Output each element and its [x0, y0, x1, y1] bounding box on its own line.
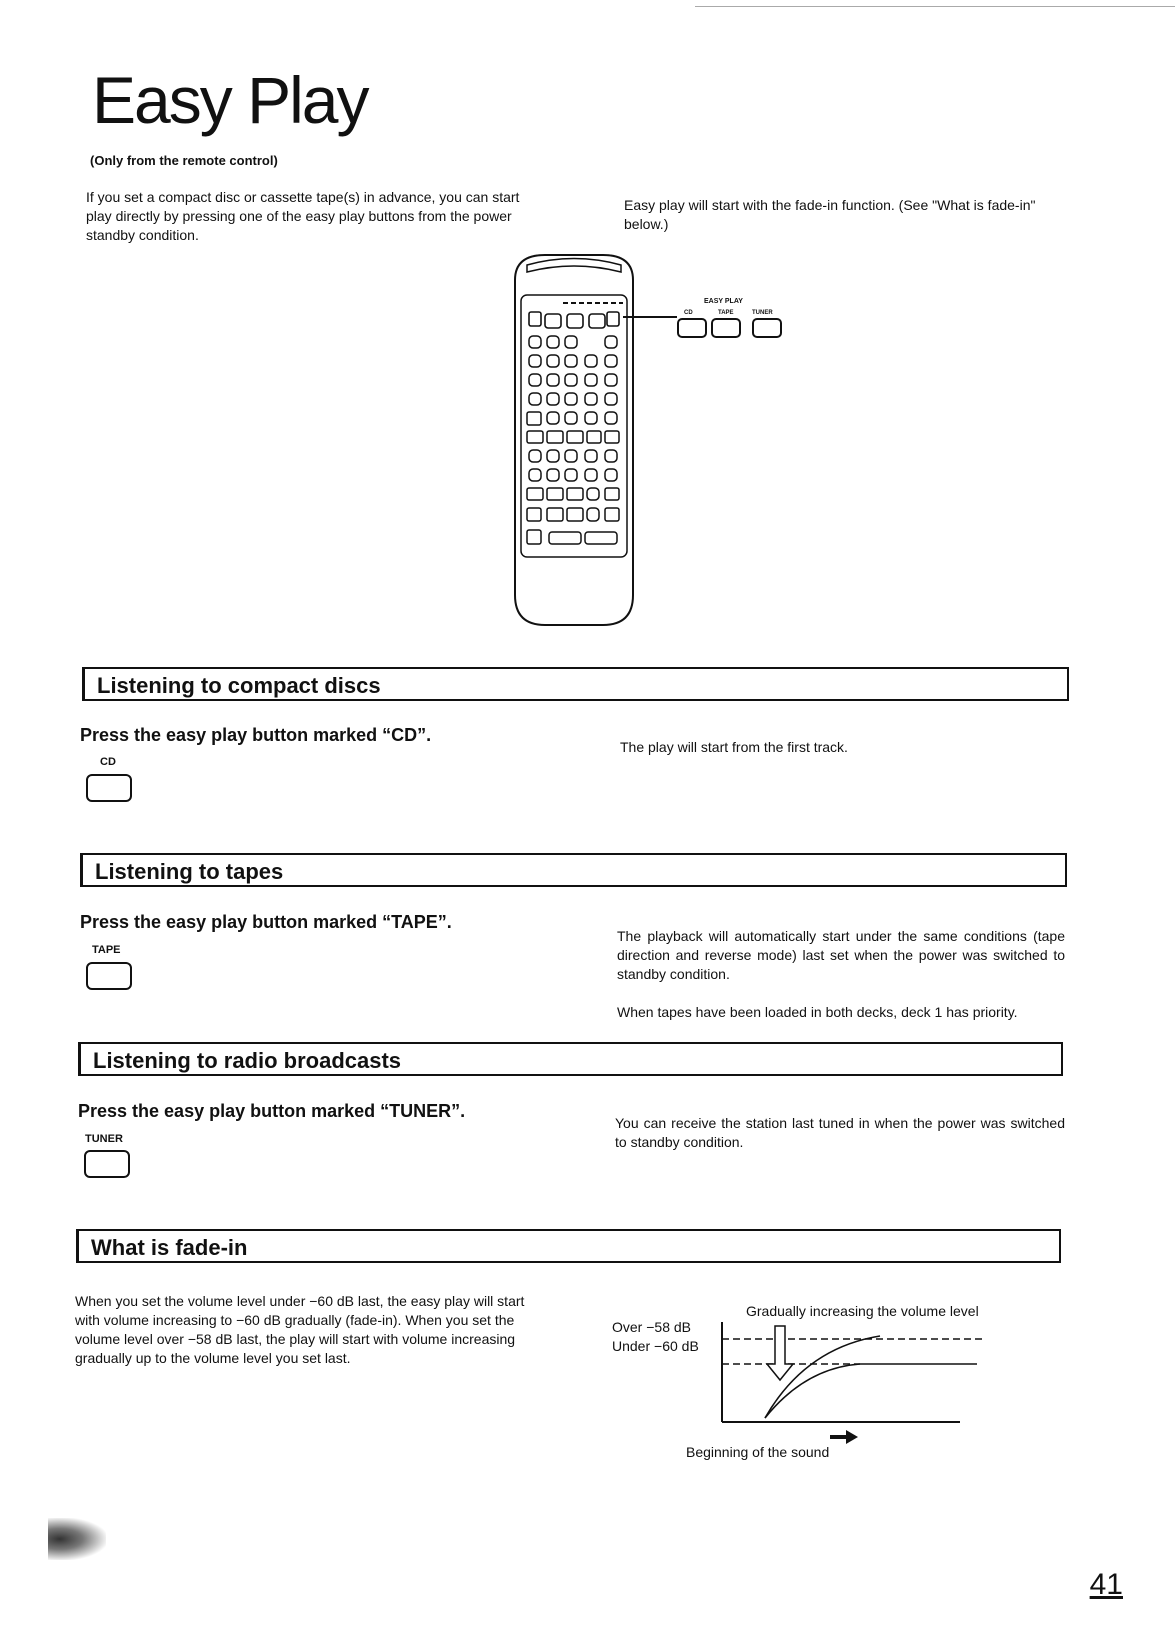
diagram-label-over: Over −58 dB	[612, 1319, 691, 1335]
fade-in-explanation: When you set the volume level under −60 dB last, the easy play will start with volume increasing to −60 dB gradually (fade-in). When you set the volume level over −58 dB last, the play will start with volume increasing gradually up to the volume level you set last.	[75, 1293, 525, 1366]
callout-label-tuner: TUNER	[752, 310, 773, 316]
top-rule	[695, 6, 1175, 7]
callout-tuner-button	[752, 318, 782, 338]
section-heading-cd: Listening to compact discs	[97, 673, 381, 698]
section-header-cd	[82, 667, 1069, 701]
page-number: 41	[1089, 1568, 1123, 1601]
tape-easy-play-button-icon	[86, 962, 132, 990]
section-header-tuner	[78, 1042, 1063, 1076]
tape-note-1: The playback will automatically start under the same conditions (tape direction and reverse mode) last set when the power was switched to standby condition.	[617, 928, 1065, 982]
section-heading-tape: Listening to tapes	[95, 859, 284, 884]
diagram-label-under: Under −60 dB	[612, 1338, 699, 1354]
easy-play-callout-heading: EASY PLAY	[704, 298, 743, 305]
tuner-button-label: TUNER	[85, 1133, 123, 1145]
tuner-instruction: Press the easy play button marked “TUNER”.	[78, 1101, 466, 1121]
callout-cd-button	[677, 318, 707, 338]
tape-note-2: When tapes have been loaded in both decks, deck 1 has priority.	[617, 1004, 1018, 1020]
callout-tape-button	[711, 318, 741, 338]
section-header-tape	[80, 853, 1067, 887]
diagram-x-label: Beginning of the sound	[686, 1444, 830, 1460]
intro-left-text: If you set a compact disc or cassette tape(s) in advance, you can start play directly by pressing one of the easy play buttons from the power standby condition.	[86, 189, 520, 243]
tuner-easy-play-button-icon	[84, 1150, 130, 1178]
callout-label-cd: CD	[684, 310, 693, 316]
diagram-title: Gradually increasing the volume level	[746, 1303, 979, 1319]
page-title: Easy Play	[92, 63, 368, 137]
section-heading-tuner: Listening to radio broadcasts	[93, 1048, 402, 1073]
cd-easy-play-button-icon	[86, 774, 132, 802]
remote-control-illustration	[505, 250, 805, 635]
section-header-fade	[76, 1229, 1061, 1263]
fade-in-graph	[710, 1318, 1000, 1448]
section-heading-fade: What is fade-in	[91, 1235, 248, 1260]
intro-right-text: Easy play will start with the fade-in function. (See "What is fade-in" below.)	[624, 197, 1036, 232]
tuner-note: You can receive the station last tuned in when the power was switched to standby condition.	[615, 1115, 1065, 1150]
tape-button-label: TAPE	[92, 944, 121, 956]
cd-note: The play will start from the first track.	[620, 739, 848, 755]
callout-label-tape: TAPE	[718, 310, 734, 316]
tape-instruction: Press the easy play button marked “TAPE”.	[80, 912, 452, 932]
cd-button-label: CD	[100, 756, 116, 768]
page-subtitle: (Only from the remote control)	[90, 153, 278, 168]
scan-smudge	[48, 1518, 106, 1560]
cd-instruction: Press the easy play button marked “CD”.	[80, 725, 432, 745]
